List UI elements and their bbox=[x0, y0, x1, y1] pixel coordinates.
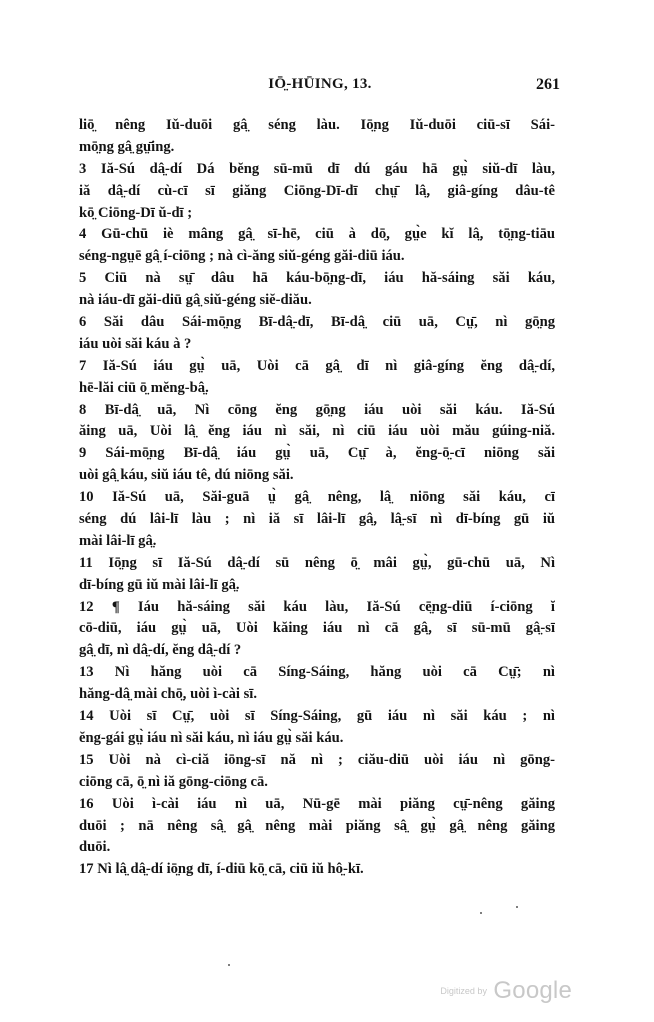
verse-4-line: 4 Gū-chū iè mâng gâ̤ sī-hē, ciū à dō̤, gṳ̀e kĭ lâ̤, tō̤ng-tiāu bbox=[79, 226, 555, 243]
text-line: gâ̤ dī, nì dâ̤-dí, ĕng dâ̤-dí ? bbox=[79, 642, 242, 659]
verse-11-line: 11 Iō̤ng sī Iă-Sú dâ̤-dí sū nêng ō̤ mâi gṳ̀, gū-chū uā, Nì bbox=[79, 554, 555, 571]
page-number: 261 bbox=[536, 76, 560, 93]
text-line: séng dú lâi-lī làu ; nì iă sī lâi-lī gâ̤, lâ̤-sī nì dī-bíng gū iŭ bbox=[79, 511, 555, 528]
watermark-prefix: Digitized by bbox=[440, 986, 487, 996]
running-header bbox=[80, 76, 560, 100]
verse-17-line: 17 Nì lâ̤ dâ̤-dí iō̤ng dī, í-diū kō̤ cā, ciū iŭ hô̤-kī. bbox=[79, 861, 364, 878]
text-line: ăing uā, Uòi lâ̤ ĕng iáu nì săi, nì ciū iáu uòi mău gúing-niă. bbox=[79, 423, 555, 440]
chapter-body-text bbox=[79, 115, 555, 881]
verse-14-line: 14 Uòi sī Cṳ̄, uòi sī Síng-Sáing, gū iáu nì săi káu ; nì bbox=[79, 708, 555, 725]
text-line: mō̤ng gâ̤ gṳ̄ing. bbox=[79, 138, 175, 155]
text-line: duōi ; nā nêng sâ̤ gâ̤ nêng mài piăng sâ̤ gṳ̀ gâ̤ nêng găing bbox=[79, 817, 555, 834]
verse-9-line: 9 Sái-mō̤ng Bī-dâ̤ iáu gṳ̀ uā, Cṳ̄ à, ĕng-ō̤-cī niōng săi bbox=[79, 445, 555, 462]
text-line: cō-diū, iáu gṳ̀ uā, Uòi kăing iáu nì cā gâ̤, sī sū-mū gâ̤-sī bbox=[79, 620, 555, 637]
text-line: hē-lăi ciū ō̤ mĕng-bâ̤. bbox=[79, 379, 209, 396]
google-logo: Google bbox=[493, 977, 572, 1004]
digitized-by-google-watermark bbox=[440, 977, 572, 1005]
text-line: dī-bíng gū iŭ mài lâi-lī gâ̤. bbox=[79, 576, 240, 593]
verse-3-line: 3 Iă-Sú dâ̤-dí Dá bĕng sū-mū dī dú gáu hā gṳ̀ siŭ-dī làu, bbox=[79, 160, 555, 177]
text-line: liō̤ nêng Iǔ-duōi gâ̤ séng làu. Iō̤ng Iǔ-duōi ciū-sī Sái- bbox=[79, 117, 555, 133]
text-line: mài lâi-lī gâ̤. bbox=[79, 532, 157, 549]
text-line: kō̤ Ciōng-Dī ŭ-dī ; bbox=[79, 204, 193, 221]
ink-speck bbox=[480, 912, 482, 914]
verse-15-line: 15 Uòi nà cì-ciă iōng-sī nă nì ; ciău-diū uòi iáu nì gōng- bbox=[79, 751, 555, 768]
text-line: ciōng cā, ō̤ nì iă gōng-ciōng cā. bbox=[79, 773, 268, 790]
text-line: uòi gâ̤ káu, siŭ iáu tê, dú niōng săi. bbox=[79, 467, 294, 484]
text-line: séng-ngṳē gâ̤ í-ciōng ; nà cì-ăng siŭ-géng găi-diū iáu. bbox=[79, 248, 405, 265]
verse-7-line: 7 Iă-Sú iáu gṳ̀ uā, Uòi cā gâ̤ dī nì giâ-gíng ĕng dâ̤-dí, bbox=[79, 357, 555, 374]
text-line: nà iáu-dī găi-diū gâ̤ siŭ-géng siĕ-diău. bbox=[79, 292, 312, 309]
text-line: iáu uòi săi káu à ? bbox=[79, 335, 192, 352]
running-title: IŌ̤-HŪING, 13. bbox=[268, 76, 372, 92]
verse-12-line: 12 ¶ Iáu hă-sáing săi káu làu, Iă-Sú cē̤ng-diū í-ciōng ĭ bbox=[79, 598, 555, 615]
text-line: duōi. bbox=[79, 839, 111, 856]
verse-8-line: 8 Bī-dâ̤ uā, Nì cōng ĕng gō̤ng iáu uòi săi káu. Iă-Sú bbox=[79, 401, 555, 418]
verse-13-line: 13 Nì hăng uòi cā Síng-Sáing, hăng uòi cā Cṳ̄; nì bbox=[79, 664, 555, 681]
ink-speck bbox=[228, 964, 230, 966]
verse-6-line: 6 Săi dâu Sái-mō̤ng Bī-dâ̤-dī, Bī-dâ̤ ciū uā, Cṳ̄, nì gō̤ng bbox=[79, 314, 555, 331]
ink-speck bbox=[516, 906, 518, 908]
verse-16-line: 16 Uòi ì-cài iáu nì uā, Nū-gē mài piăng cṳ̄-nêng găing bbox=[79, 795, 555, 812]
verse-10-line: 10 Iă-Sú uā, Săi-guā ṳ̀ gâ̤ nêng, lâ̤ niōng săi káu, cī bbox=[79, 489, 555, 506]
text-line: ĕng-gái gṳ̀ iáu nì săi káu, nì iáu gṳ̀ săi káu. bbox=[79, 729, 344, 746]
text-line: hăng-dâ̤ mài chō̤, uòi ì-cài sī. bbox=[79, 686, 257, 703]
verse-5-line: 5 Ciū nà sṳ̄ dâu hā káu-bō̤ng-dī, iáu hă-sáing săi káu, bbox=[79, 270, 555, 287]
text-line: iă dâ̤-dí cù-cī sī giăng Ciōng-Dī-dī chṳ̄ lâ̤, giâ-gíng dâu-tê bbox=[79, 182, 555, 199]
